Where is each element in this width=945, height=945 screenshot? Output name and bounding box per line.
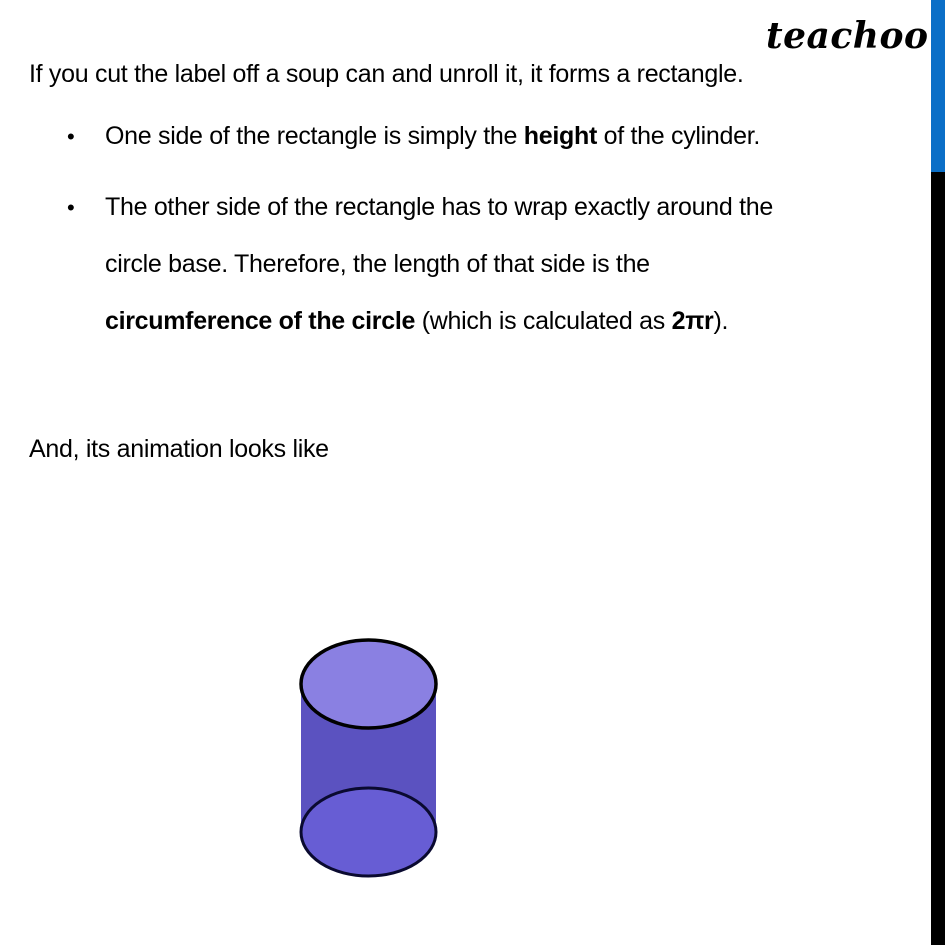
- bullet-icon: •: [67, 195, 75, 220]
- content-body: [29, 52, 929, 364]
- side-bar-dark: [931, 172, 945, 945]
- bullet-item-height: • One side of the rectangle is simply the height of the cylinder.: [29, 108, 929, 165]
- teachoo-logo: teachoo: [766, 15, 929, 57]
- bullet-item-circumference: • The other side of the rectangle has to wrap exactly around the circle base. Therefore, the length of that side is the circumference of the circle (which is calculated as 2πr).: [29, 179, 929, 350]
- intro-paragraph: If you cut the label off a soup can and unroll it, it forms a rectangle.: [29, 60, 744, 88]
- bullet-icon: •: [67, 124, 75, 149]
- bold-term-height: height: [523, 122, 597, 150]
- bullet-list: [29, 108, 929, 350]
- side-bar-accent: [931, 0, 945, 172]
- formula-2pir: 2πr: [671, 307, 714, 335]
- cylinder-bottom-ellipse: [301, 788, 436, 876]
- bold-term-circumference: circumference of the circle: [105, 307, 416, 335]
- cylinder-top-ellipse: [301, 640, 436, 728]
- cylinder-figure: [296, 632, 442, 882]
- animation-caption: And, its animation looks like: [29, 435, 329, 463]
